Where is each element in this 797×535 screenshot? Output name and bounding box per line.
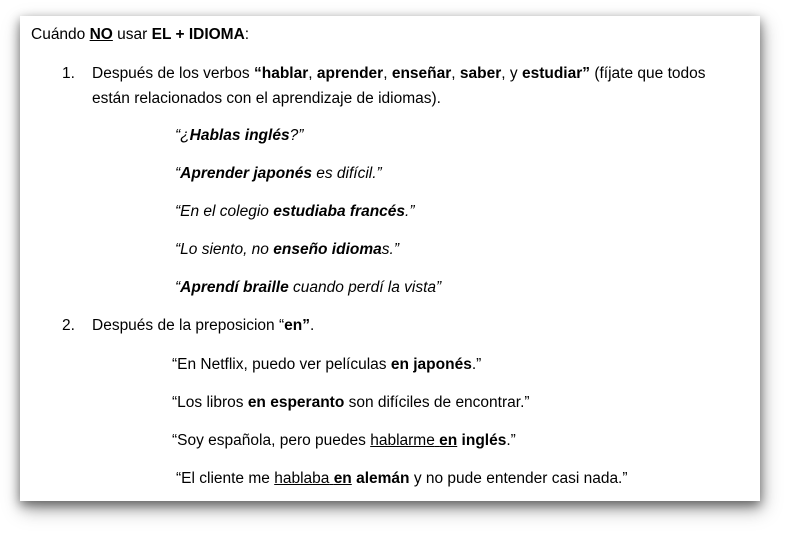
list-number-2: 2. [62,317,75,334]
list-number-1: 1. [62,65,75,82]
example-2-1: “En Netflix, puedo ver películas en japonés.” [172,356,482,373]
item1-line2: están relacionados con el aprendizaje de idiomas). [92,90,441,107]
example-1-4: “Lo siento, no enseño idiomas.” [175,241,399,258]
example-1-1: “¿Hablas inglés?” [175,127,304,144]
item2-line1: Después de la preposicion “en”. [92,317,315,334]
document-page [20,16,760,501]
section-heading: Cuándo NO usar EL + IDIOMA: [31,26,250,43]
example-2-2: “Los libros en esperanto son difíciles de encontrar.” [172,394,530,411]
item1-line1: Después de los verbos “hablar, aprender, enseñar, saber, y estudiar” (fíjate que todos [92,65,706,82]
example-1-2: “Aprender japonés es difícil.” [175,165,382,182]
example-1-3: “En el colegio estudiaba francés.” [175,203,415,220]
example-2-3: “Soy española, pero puedes hablarme en inglés.” [172,432,516,449]
example-2-4: “El cliente me hablaba en alemán y no pude entender casi nada.” [176,470,628,487]
example-1-5: “Aprendí braille cuando perdí la vista” [175,279,442,296]
